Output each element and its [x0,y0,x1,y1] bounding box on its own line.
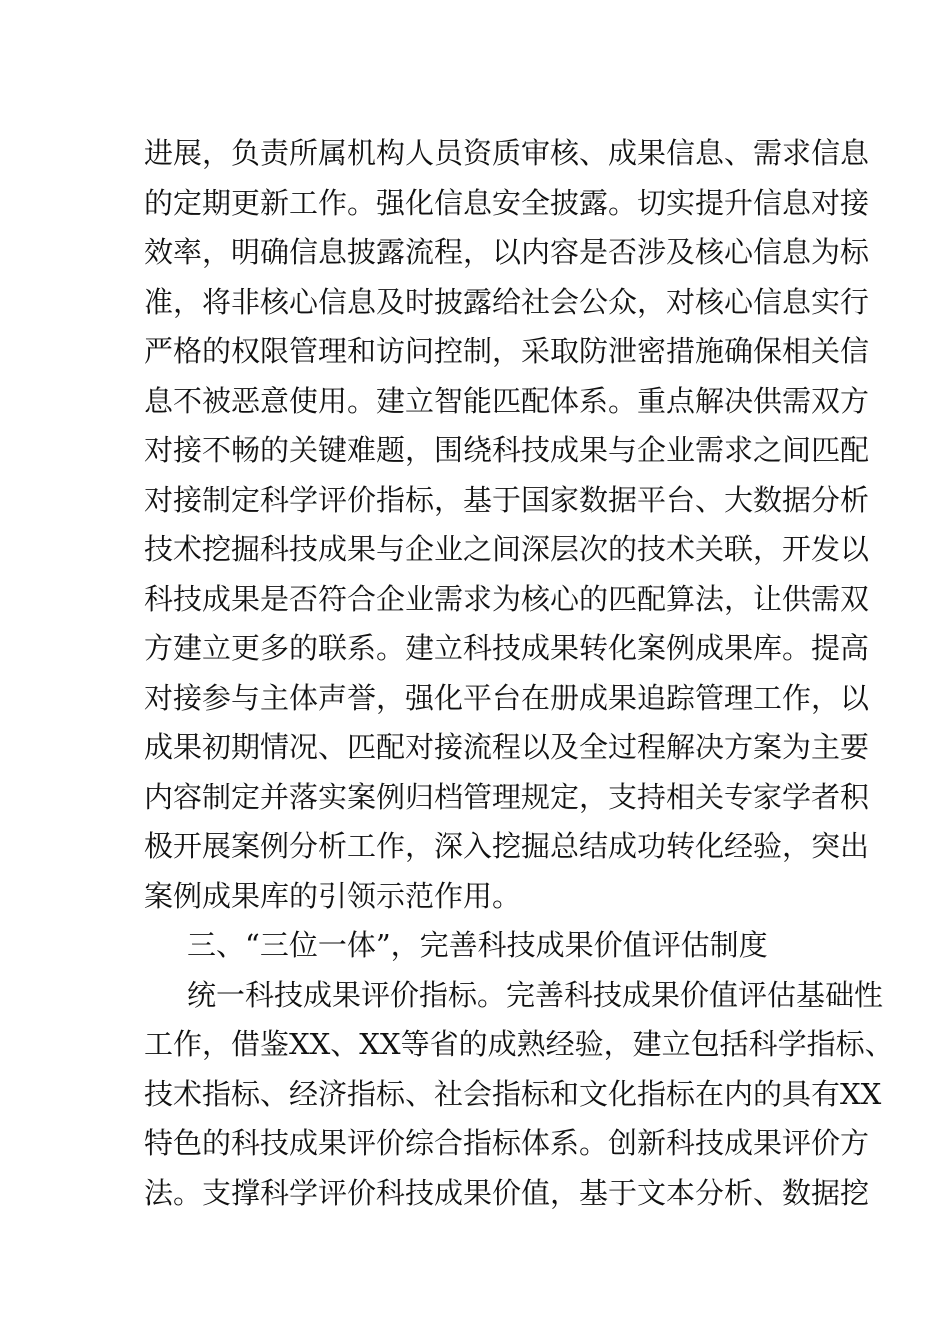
text-line: 息不被恶意使用。建立智能匹配体系。重点解决供需双方 [144,383,870,418]
text-line: 准，将非核心信息及时披露给社会公众，对核心信息实行 [144,284,870,319]
text-line: 特色的科技成果评价综合指标体系。创新科技成果评价方 [144,1126,870,1160]
section-heading: 三、“三位一体”，完善科技成果价值评估制度 [187,928,768,962]
text-line: 极开展案例分析工作，深入挖掘总结成功转化经验，突出 [144,829,870,863]
text-line: 工作，借鉴XX、XX等省的成熟经验，建立包括科学指标、 [144,1027,894,1061]
document-body [144,129,894,1218]
text-line: 进展，负责所属机构人员资质审核、成果信息、需求信息 [144,136,870,170]
text-line: 方建立更多的联系。建立科技成果转化案例成果库。提高 [144,631,870,665]
text-line: 对接制定科学评价指标，基于国家数据平台、大数据分析 [144,482,870,517]
text-line: 内容制定并落实案例归档管理规定，支持相关专家学者积 [144,779,870,814]
text-line: 技术指标、经济指标、社会指标和文化指标在内的具有XX [144,1076,882,1111]
text-line: 科技成果是否符合企业需求为核心的匹配算法，让供需双 [144,581,870,616]
text-line: 案例成果库的引领示范作用。 [144,878,522,913]
text-line: 的定期更新工作。强化信息安全披露。切实提升信息对接 [144,185,870,220]
text-line: 法。支撑科学评价科技成果价值，基于文本分析、数据挖 [144,1175,870,1210]
text-line: 对接不畅的关键难题，围绕科技成果与企业需求之间匹配 [144,433,870,467]
text-line: 对接参与主体声誉，强化平台在册成果追踪管理工作，以 [144,680,870,715]
text-line: 效率，明确信息披露流程，以内容是否涉及核心信息为标 [144,235,870,269]
text-line: 技术挖掘科技成果与企业之间深层次的技术关联，开发以 [144,532,870,566]
text-line: 严格的权限管理和访问控制，采取防泄密措施确保相关信 [144,334,870,368]
text-line: 统一科技成果评价指标。完善科技成果价值评估基础性 [187,977,884,1012]
text-line: 成果初期情况、匹配对接流程以及全过程解决方案为主要 [144,730,870,764]
